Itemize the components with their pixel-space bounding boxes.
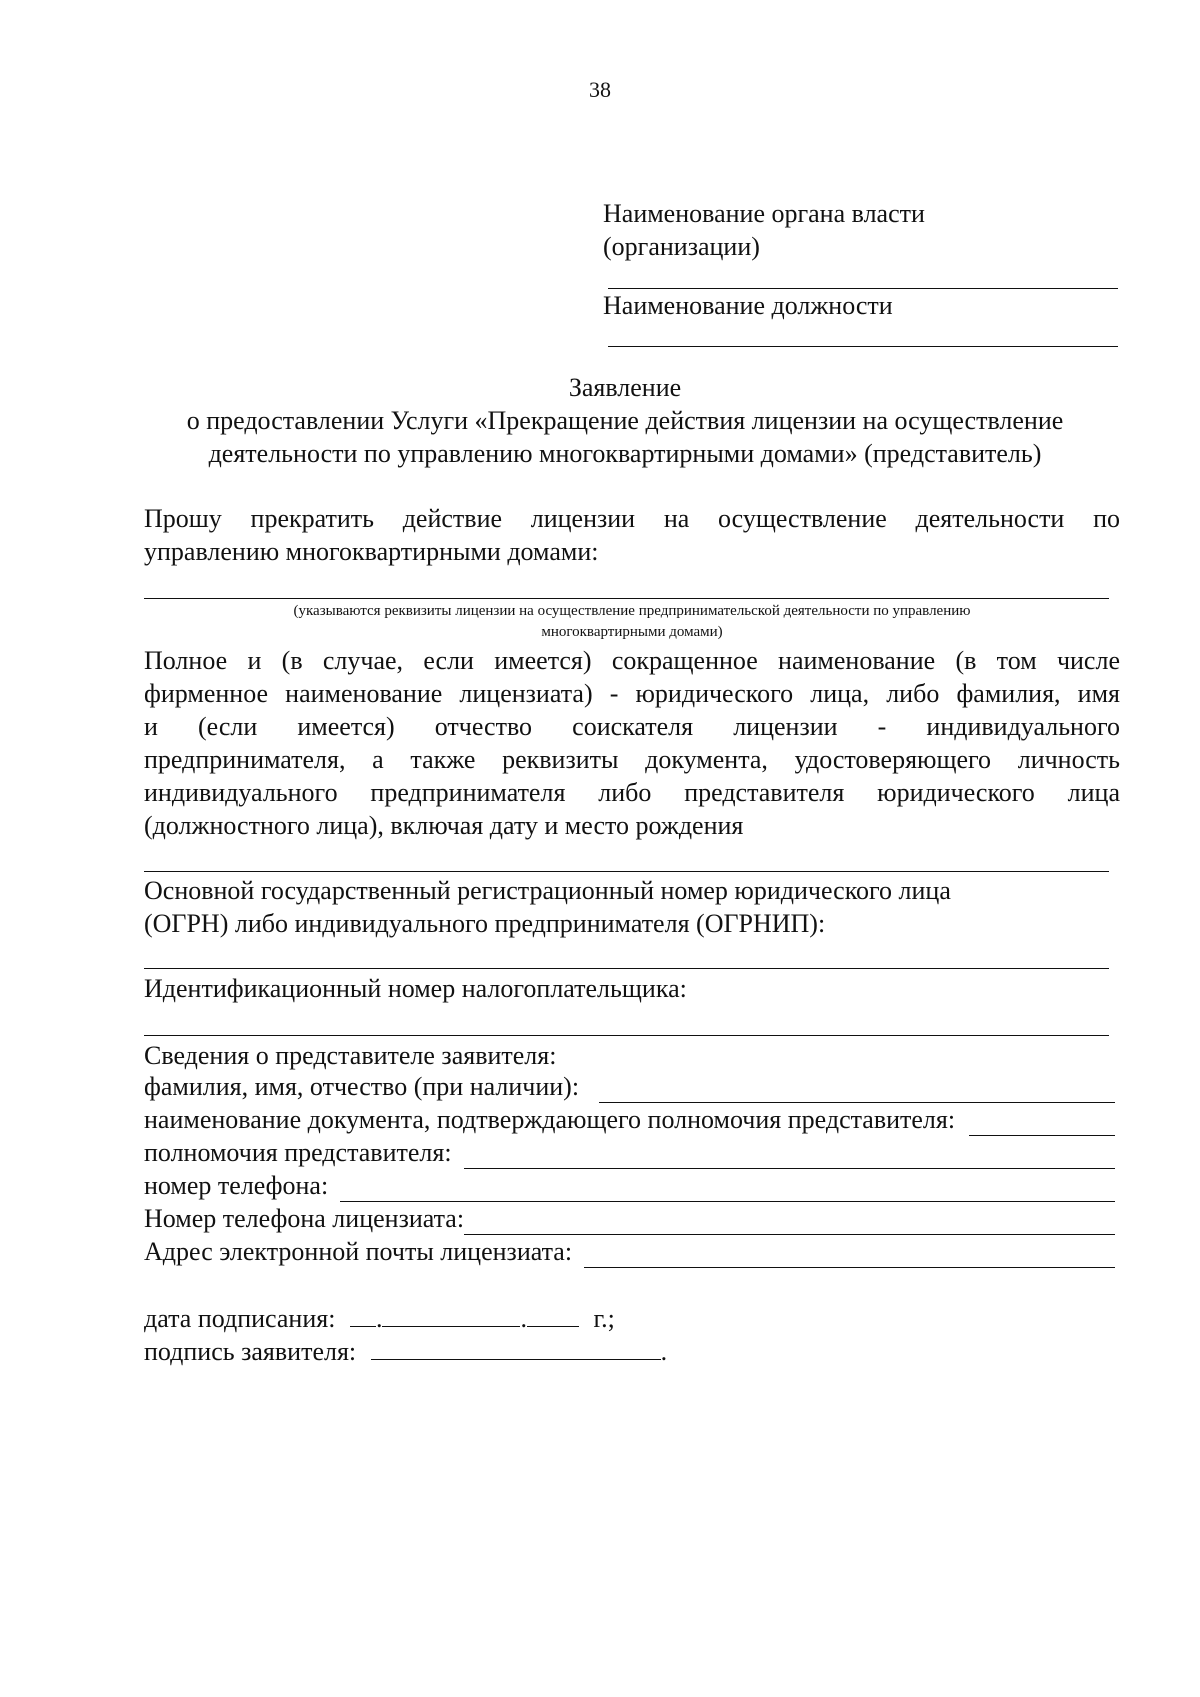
licensee-phone-label: Номер телефона лицензиата: [144, 1204, 465, 1233]
licensee-text-line4: предпринимателя, а также реквизиты документа, удостоверяющего личность [144, 745, 1120, 774]
signature-row: подпись заявителя: . [144, 1337, 668, 1366]
signing-day-field[interactable] [350, 1302, 376, 1327]
document-title: Заявление [568, 373, 682, 402]
licensee-name-line[interactable] [144, 871, 1109, 872]
representative-phone-field[interactable] [340, 1177, 1115, 1202]
representative-document-field[interactable] [969, 1111, 1115, 1136]
signing-date-label: дата подписания: [144, 1304, 336, 1333]
document-subtitle-line2: деятельности по управлению многоквартирными домами» (представитель) [208, 439, 1042, 468]
licensee-text-line2: фирменное наименование лицензиата) - юридического лица, либо фамилия, имя [144, 679, 1120, 708]
license-details-caption-line2: многоквартирными домами) [541, 624, 723, 640]
licensee-text-line5: индивидуального предпринимателя либо представителя юридического лица [144, 778, 1120, 807]
licensee-text-line6: (должностного лица), включая дату и место рождения [144, 811, 744, 840]
representative-powers-label: полномочия представителя: [144, 1138, 452, 1167]
licensee-email-row [144, 1236, 1115, 1268]
representative-document-row [144, 1104, 1115, 1136]
licensee-text-line1: Полное и (в случае, если имеется) сокращенное наименование (в том числе [144, 646, 1120, 675]
page-number: 38 [589, 77, 611, 102]
licensee-email-label: Адрес электронной почты лицензиата: [144, 1237, 573, 1266]
authority-name-label-cont: (организации) [603, 232, 760, 261]
signing-year-field[interactable] [527, 1302, 579, 1327]
inn-line[interactable] [144, 1035, 1109, 1036]
signing-date-row: дата подписания: . . г.; [144, 1304, 615, 1333]
authority-name-line[interactable] [608, 288, 1118, 289]
ogrn-label-line1: Основной государственный регистрационный номер юридического лица [144, 876, 951, 905]
licensee-email-field[interactable] [584, 1243, 1115, 1268]
licensee-text-line3: и (если имеется) отчество соискателя лицензии - индивидуального [144, 712, 1120, 741]
licensee-phone-field[interactable] [464, 1210, 1115, 1235]
representative-name-label: фамилия, имя, отчество (при наличии): [144, 1072, 580, 1101]
representative-phone-label: номер телефона: [144, 1171, 329, 1200]
representative-phone-row [144, 1170, 1115, 1202]
licensee-phone-row [144, 1203, 1115, 1235]
authority-name-label: Наименование органа власти [603, 199, 925, 228]
representative-powers-field[interactable] [464, 1144, 1115, 1169]
representative-document-label: наименование документа, подтверждающего полномочия представителя: [144, 1105, 956, 1134]
license-details-caption-line1: (указываются реквизиты лицензии на осуществление предпринимательской деятельности по управлению [293, 603, 971, 619]
license-details-line[interactable] [144, 598, 1109, 599]
position-name-line[interactable] [608, 346, 1118, 347]
year-suffix: г.; [593, 1304, 615, 1333]
request-text-line1: Прошу прекратить действие лицензии на осуществление деятельности по [144, 504, 1120, 533]
representative-name-row [144, 1071, 1115, 1103]
inn-label: Идентификационный номер налогоплательщика: [144, 974, 687, 1003]
document-subtitle-line1: о предоставлении Услуги «Прекращение действия лицензии на осуществление [186, 406, 1064, 435]
representative-name-field[interactable] [599, 1078, 1115, 1103]
signing-month-field[interactable] [382, 1302, 520, 1327]
ogrn-line[interactable] [144, 968, 1109, 969]
signature-field[interactable] [371, 1335, 661, 1360]
signature-label: подпись заявителя: [144, 1337, 357, 1366]
representative-heading: Сведения о представителе заявителя: [144, 1041, 557, 1070]
request-text-line2: управлению многоквартирными домами: [144, 537, 599, 566]
representative-powers-row [144, 1137, 1115, 1169]
ogrn-label-line2: (ОГРН) либо индивидуального предпринимателя (ОГРНИП): [144, 909, 826, 938]
position-name-label: Наименование должности [603, 291, 893, 320]
